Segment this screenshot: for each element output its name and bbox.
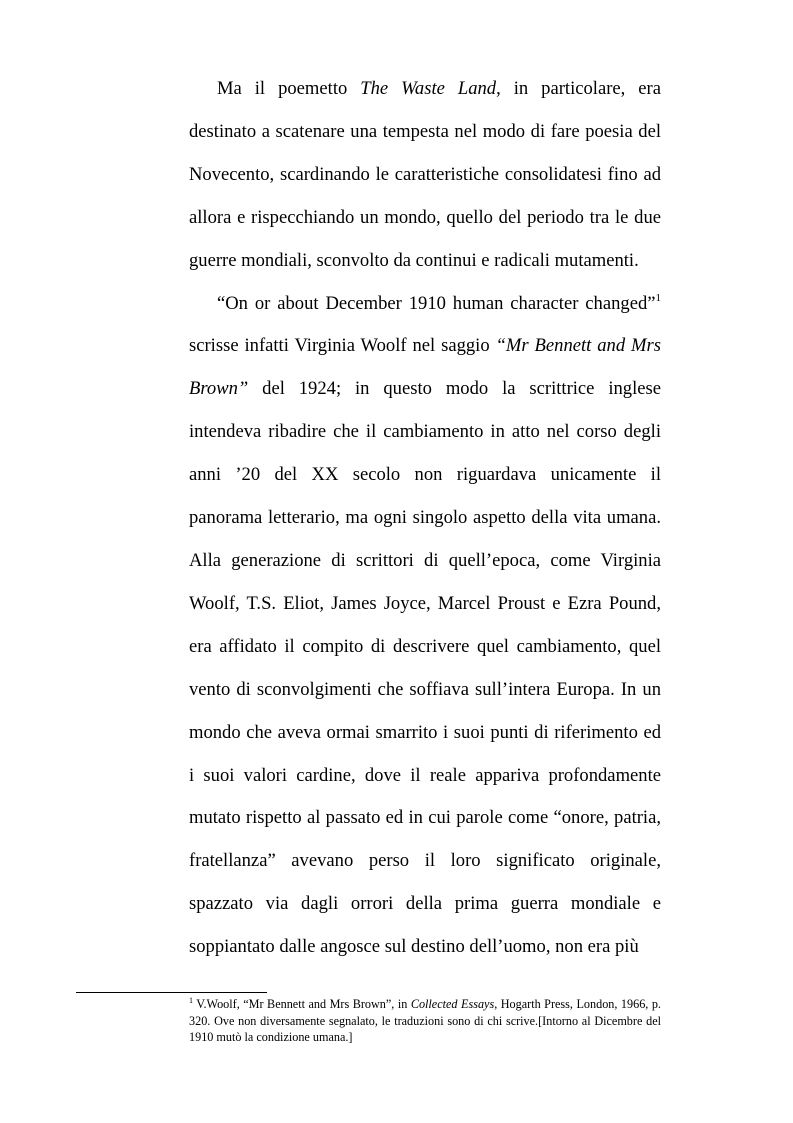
paragraph-2 [189,283,661,970]
footnote-details: , Hogarth Press, London, 1966, p. 320. Ove non diversamente segnalato, le traduzioni sono di chi scrive.[Intorno al Dicembre del 1910 mutò la condizione umana.] [189,997,661,1045]
footnote-reference: 1 [655,291,661,304]
footnote [189,996,661,1046]
poem-title: The Waste Land [360,78,497,99]
footnote-book-title: Collected Essays [410,997,495,1011]
paragraph-1-body: , in particolare, era destinato a scatenare una tempesta nel modo di fare poesia del Novecento, scardinando le caratteristiche consolidatesi fino ad allora e rispecchiando un mondo, quello del periodo tra le due guerre mondiali, sconvolto da continui e radicali mutamenti. [189,78,661,271]
paragraph-2-body: del 1924; in questo modo la scrittrice inglese intendeva ribadire che il cambiamento in atto nel corso degli anni ’20 del XX secolo non riguardava unicamente il panorama letterario, ma ogni singolo aspetto della vita umana. Alla generazione di scrittori di quell’epoca, come Virginia Woolf, T.S. Eliot, James Joyce, Marcel Proust e Ezra Pound, era affidato il compito di descrivere quel cambiamento, quel vento di sconvolgimenti che soffiava sull’intera Europa. In un mondo che aveva ormai smarrito i suoi punti di riferimento ed i suoi valori cardine, dove il reale appariva profondamente mutato rispetto al passato ed in cui parole come “onore, patria, fratellanza” avevano perso il loro significato originale, spazzato via dagli orrori della prima guerra mondiale e soppiantato dalle angosce sul destino dell’uomo, non era più [189,378,661,958]
footnote-citation: V.Woolf, “Mr Bennett and Mrs Brown”, in [193,997,411,1011]
paragraph-1 [189,68,661,283]
footnote-marker: 1 [189,996,193,1005]
woolf-quote: “On or about December 1910 human character changed” [217,292,656,314]
paragraph-1-intro: Ma il poemetto [217,78,361,99]
essay-title: “Mr Bennett and Mrs Brown” [189,335,662,400]
body-text [189,68,661,969]
footnote-separator [76,992,267,993]
paragraph-2-lead: scrisse infatti Virginia Woolf nel saggio [189,335,496,357]
